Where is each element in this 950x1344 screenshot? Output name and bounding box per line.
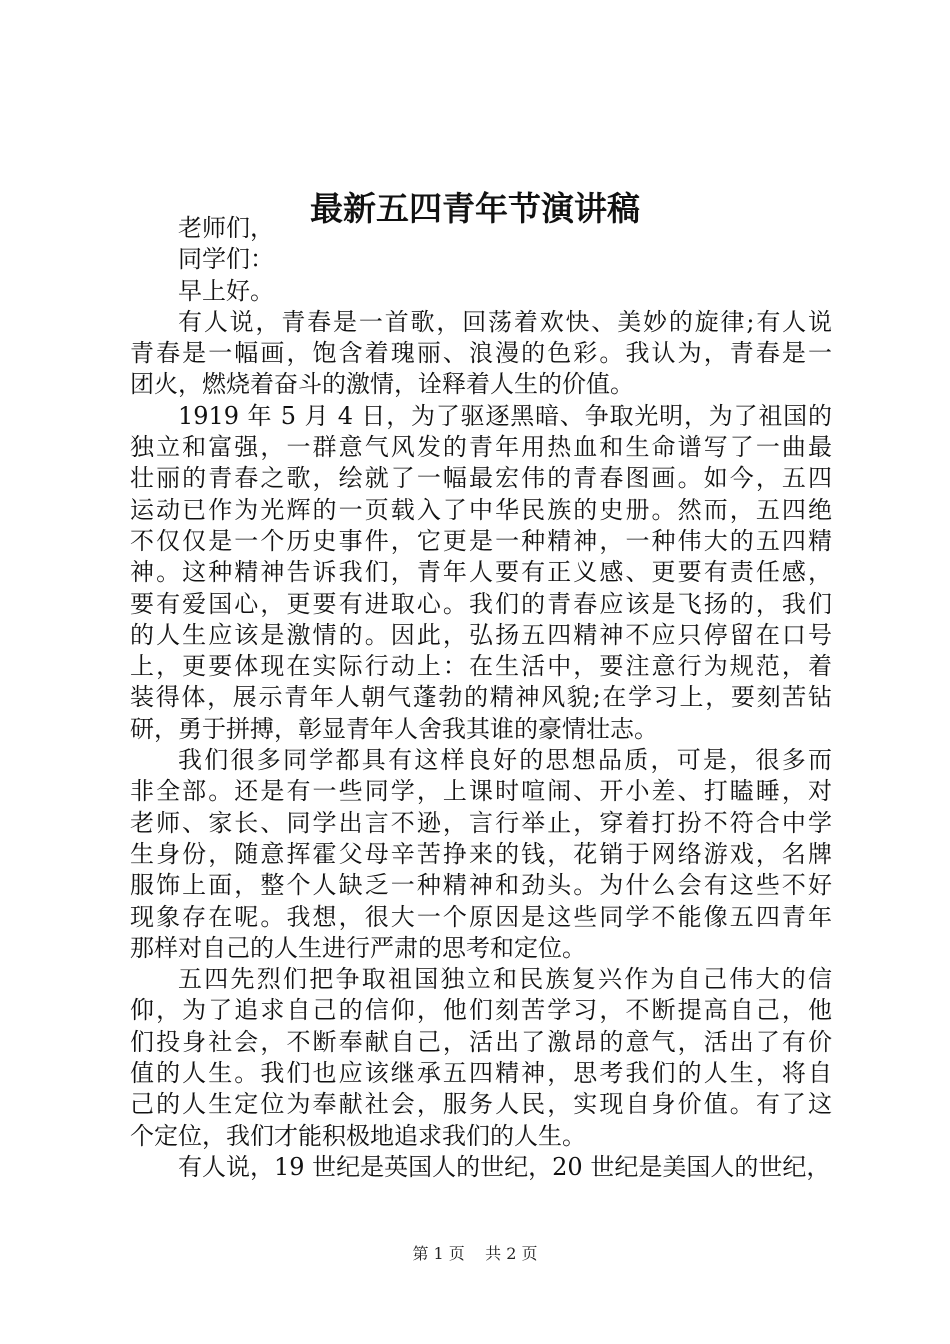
paragraph-line: 有人说，19 世纪是英国人的世纪，20 世纪是美国人的世纪， xyxy=(178,1152,831,1181)
paragraph-line: 独立和富强，一群意气风发的青年用热血和生命谱写了一曲最 xyxy=(130,433,832,462)
paragraph-line: 个定位，我们才能积极地追求我们的人生。 xyxy=(130,1121,586,1150)
paragraph-line: 壮丽的青春之歌，绘就了一幅最宏伟的青春图画。如今，五四 xyxy=(130,464,832,493)
paragraph xyxy=(130,307,832,401)
paragraph-line: 1919 年 5 月 4 日，为了驱逐黑暗、争取光明，为了祖国的 xyxy=(178,401,832,430)
paragraph-line: 老师、家长、同学出言不逊，言行举止，穿着打扮不符合中学 xyxy=(130,808,832,837)
page-number: 第 1 页 xyxy=(412,1244,465,1263)
paragraph-line: 五四先烈们把争取祖国独立和民族复兴作为自己伟大的信 xyxy=(178,965,832,994)
greeting-line: 早上好。 xyxy=(178,276,274,305)
paragraph-line: 我们很多同学都具有这样良好的思想品质，可是，很多而 xyxy=(178,746,832,775)
paragraph-line: 们投身社会，不断奉献自己，活出了激昂的意气，活出了有价 xyxy=(130,1027,832,1056)
paragraph xyxy=(130,401,832,745)
paragraph-line: 青春是一幅画，饱含着瑰丽、浪漫的色彩。我认为，青春是一 xyxy=(130,339,832,368)
greeting-line: 老师们， xyxy=(178,214,274,242)
paragraph-line: 团火，燃烧着奋斗的激情，诠释着人生的价值。 xyxy=(130,370,634,399)
paragraph-line: 研，勇于拼搏，彰显青年人舍我其谁的豪情壮志。 xyxy=(130,714,658,743)
greeting-line: 同学们： xyxy=(178,245,274,274)
document-title: 最新五四青年节演讲稿 xyxy=(310,189,640,228)
paragraph-line: 现象存在呢。我想，很大一个原因是这些同学不能像五四青年 xyxy=(130,902,832,931)
paragraph-line: 仰，为了追求自己的信仰，他们刻苦学习，不断提高自己，他 xyxy=(130,996,832,1025)
paragraph-line: 不仅仅是一个历史事件，它更是一种精神，一种伟大的五四精 xyxy=(130,526,832,555)
page-footer xyxy=(0,1242,950,1266)
document-body xyxy=(130,213,832,1183)
paragraph-line: 值的人生。我们也应该继承五四精神，思考我们的人生，将自 xyxy=(130,1059,832,1088)
paragraph xyxy=(130,745,832,964)
paragraph-line: 非全部。还是有一些同学，上课时喧闹、开小差、打瞌睡，对 xyxy=(130,777,832,806)
paragraph-line: 装得体，展示青年人朝气蓬勃的精神风貌;在学习上，要刻苦钻 xyxy=(130,683,832,712)
paragraph-line: 那样对自己的人生进行严肃的思考和定位。 xyxy=(130,933,586,962)
page-separator xyxy=(470,1244,480,1263)
paragraph-line: 服饰上面，整个人缺乏一种精神和劲头。为什么会有这些不好 xyxy=(130,871,832,900)
paragraph-line: 生身份，随意挥霍父母辛苦挣来的钱，花销于网络游戏，名牌 xyxy=(130,839,832,868)
paragraph-line: 神。这种精神告诉我们，青年人要有正义感、更要有责任感， xyxy=(130,558,832,587)
paragraph-line: 己的人生定位为奉献社会，服务人民，实现自身价值。有了这 xyxy=(130,1090,832,1119)
paragraph-line: 运动已作为光辉的一页载入了中华民族的史册。然而，五四绝 xyxy=(130,495,832,524)
page-total: 共 2 页 xyxy=(485,1244,538,1263)
paragraph xyxy=(130,964,832,1152)
paragraph xyxy=(130,1152,832,1183)
paragraph-line: 上，更要体现在实际行动上：在生活中，要注意行为规范，着 xyxy=(130,652,832,681)
paragraph-line: 有人说，青春是一首歌，回荡着欢快、美妙的旋律;有人说 xyxy=(178,307,832,336)
paragraph-line: 的人生应该是激情的。因此，弘扬五四精神不应只停留在口号 xyxy=(130,620,832,649)
paragraph-line: 要有爱国心，更要有进取心。我们的青春应该是飞扬的，我们 xyxy=(130,589,832,618)
